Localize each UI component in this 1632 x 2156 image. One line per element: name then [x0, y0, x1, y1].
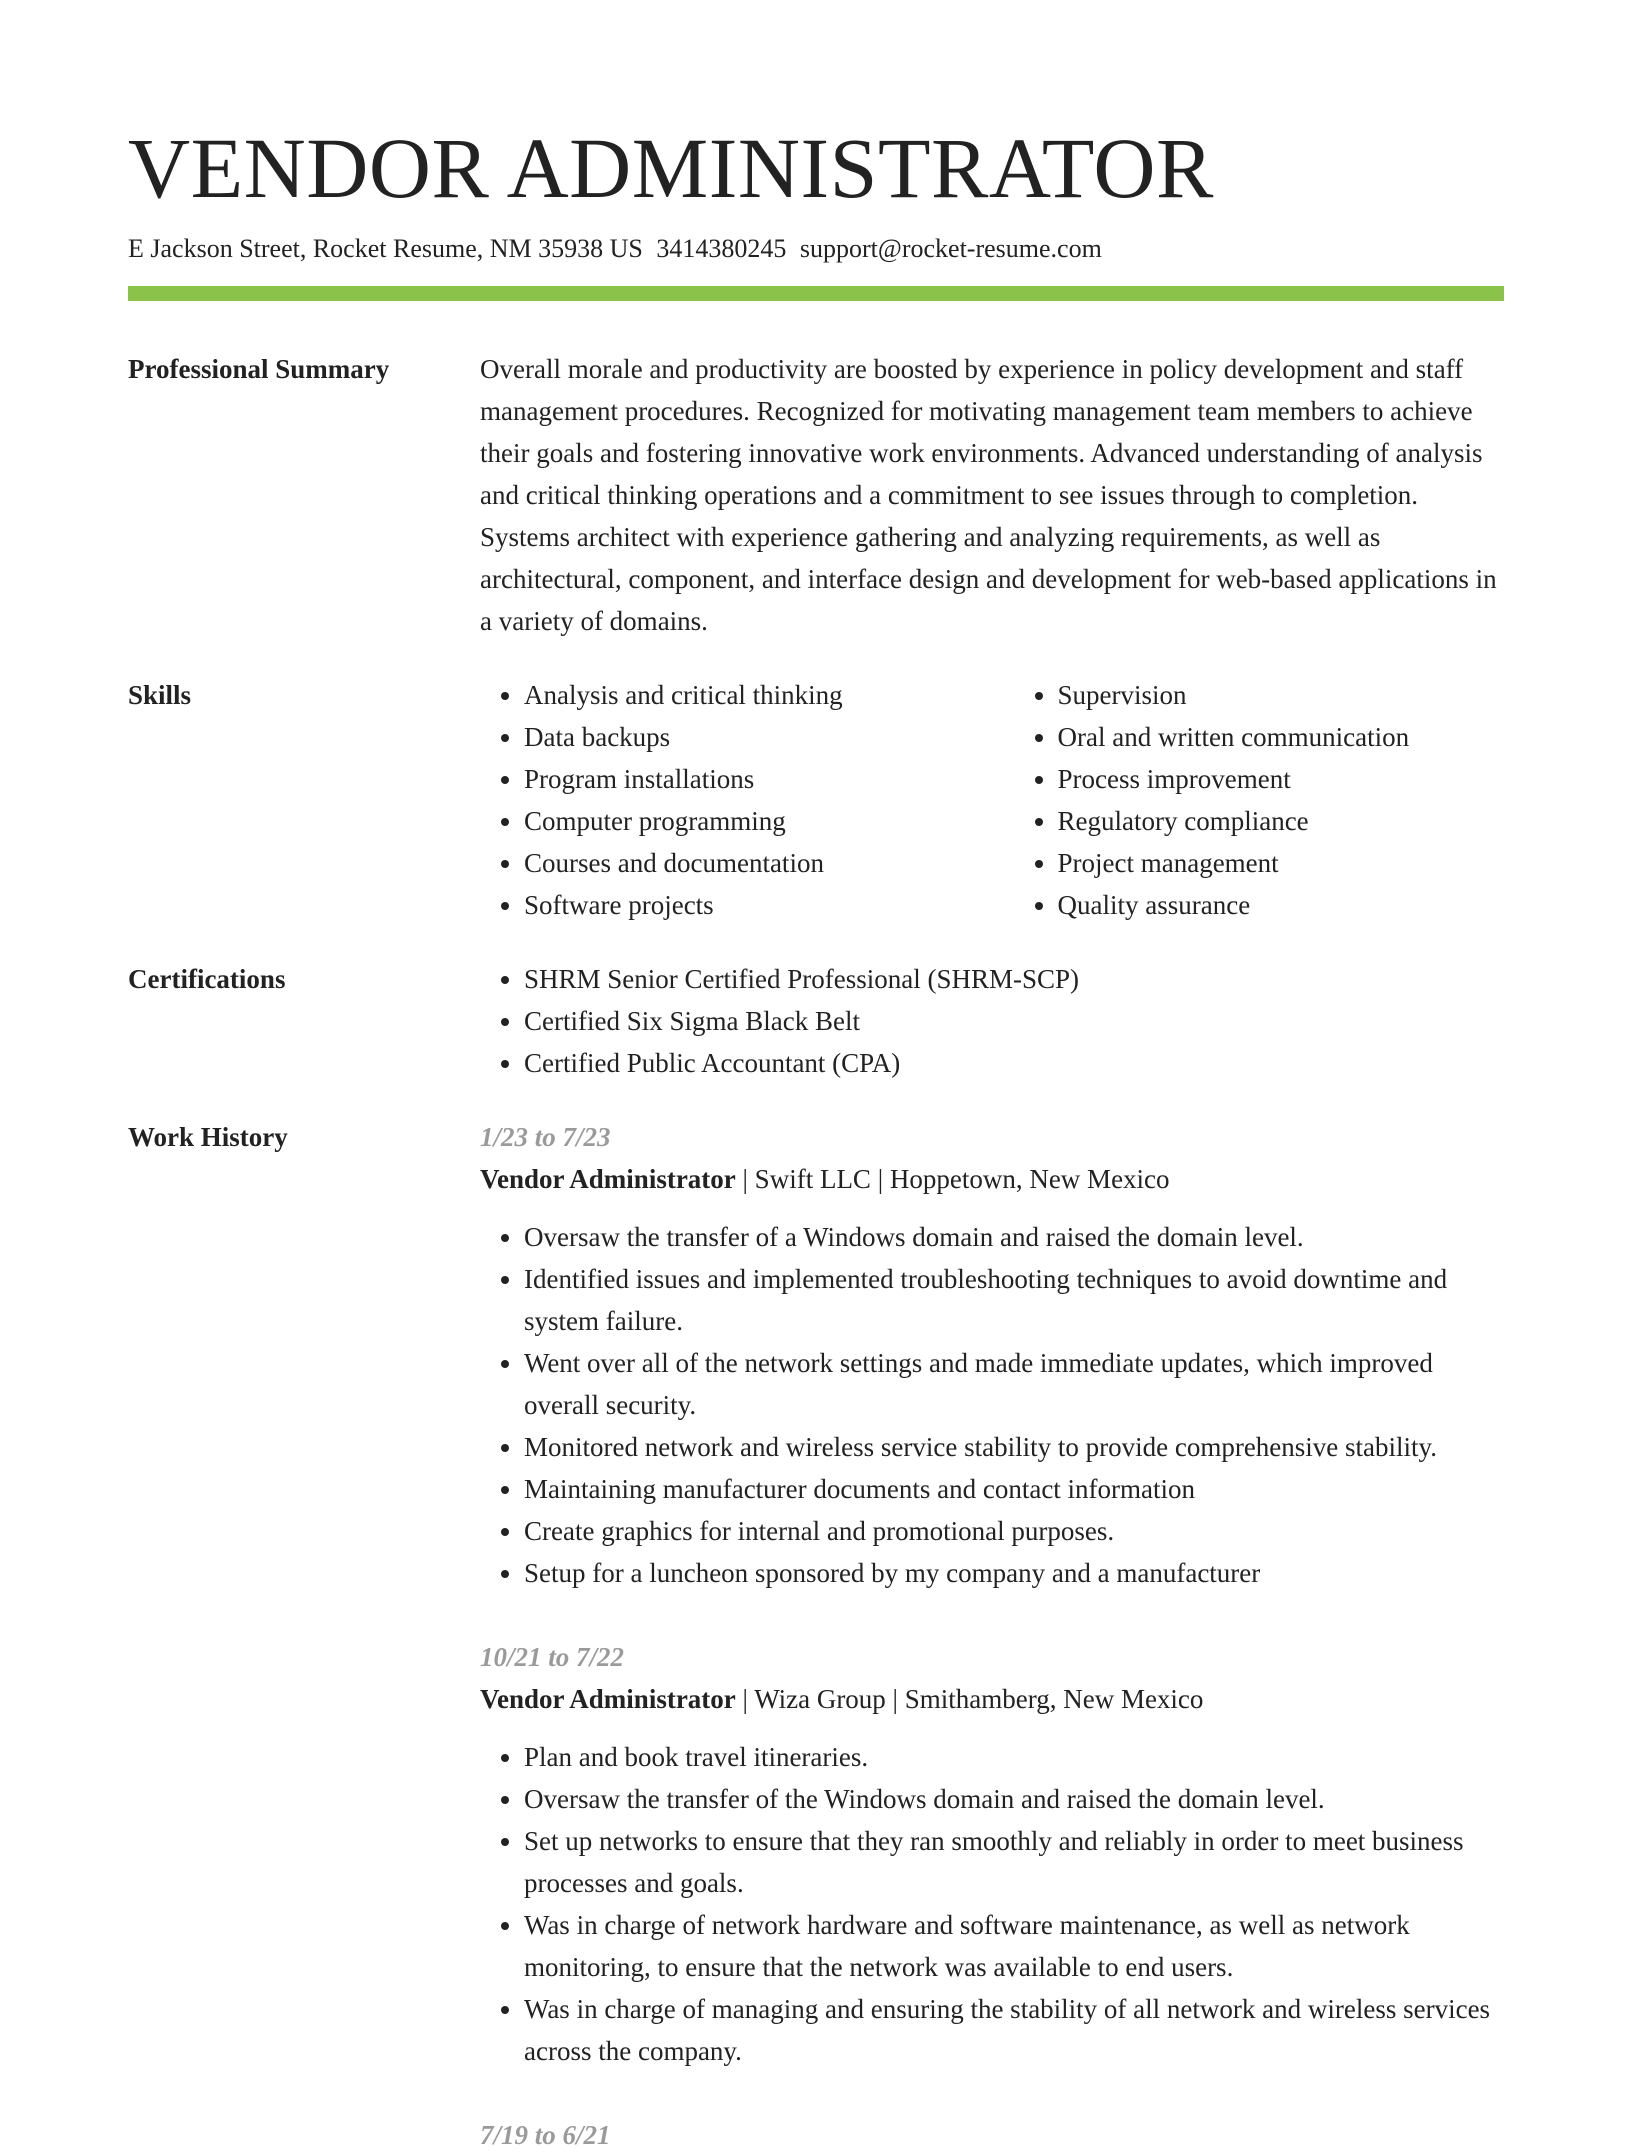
contact-line [128, 232, 1504, 266]
header-divider [128, 286, 1504, 301]
skill-item: • Computer programming [524, 800, 971, 842]
skill-item: • Software projects [524, 884, 971, 926]
job-dates: 7/19 to 6/21 [480, 2120, 611, 2150]
skill-item: • Program installations [524, 758, 971, 800]
work-history-body [480, 1116, 1504, 2156]
job-bullet: • Plan and book travel itineraries. [524, 1736, 1504, 1778]
job-bullet: • Monitored network and wireless service stability to provide comprehensive stability. [524, 1426, 1504, 1468]
section-title-work-history: Work History [128, 1122, 288, 1152]
job-dates: 1/23 to 7/23 [480, 1122, 611, 1152]
skill-item: • Data backups [524, 716, 971, 758]
skill-item: • Quality assurance [1058, 884, 1505, 926]
job-bullets [480, 1736, 1504, 2072]
job-bullet: • Went over all of the network settings and made immediate updates, which improved overall security. [524, 1342, 1504, 1426]
skill-item: • Project management [1058, 842, 1505, 884]
skill-item: • Oral and written communication [1058, 716, 1505, 758]
skill-item: • Process improvement [1058, 758, 1505, 800]
job-bullet: • Oversaw the transfer of a Windows domain and raised the domain level. [524, 1216, 1504, 1258]
job-heading [480, 1158, 1504, 1200]
skills-list-left [480, 674, 971, 926]
candidate-name: VENDOR ADMINISTRATOR [128, 120, 1214, 216]
contact-address: E Jackson Street, Rocket Resume, NM 35938 US [128, 234, 643, 263]
job-entry [480, 1116, 1504, 1594]
skill-item: • Regulatory compliance [1058, 800, 1505, 842]
work-history-section [128, 1116, 1504, 2156]
job-bullet: • Oversaw the transfer of the Windows domain and raised the domain level. [524, 1778, 1504, 1820]
job-bullet: • Setup for a luncheon sponsored by my company and a manufacturer [524, 1552, 1504, 1594]
job-entry [480, 2114, 1504, 2156]
job-bullet: • Was in charge of network hardware and software maintenance, as well as network monitoring, to ensure that the network was available to end users. [524, 1904, 1504, 1988]
job-bullet: • Identified issues and implemented troubleshooting techniques to avoid downtime and system failure. [524, 1258, 1504, 1342]
job-details: | Swift LLC | Hoppetown, New Mexico [735, 1164, 1170, 1194]
job-details: | Wiza Group | Smithamberg, New Mexico [735, 1684, 1204, 1714]
summary-section [128, 348, 1504, 642]
job-bullets [480, 1216, 1504, 1594]
summary-body [480, 348, 1504, 642]
skills-body [480, 674, 1504, 926]
job-dates: 10/21 to 7/22 [480, 1642, 625, 1672]
job-title: Vendor Administrator [480, 1684, 736, 1714]
skill-item: • Courses and documentation [524, 842, 971, 884]
job-bullet: • Set up networks to ensure that they ran smoothly and reliably in order to meet business processes and goals. [524, 1820, 1504, 1904]
certification-item: • Certified Six Sigma Black Belt [524, 1000, 1504, 1042]
job-title: Vendor Administrator [480, 1164, 736, 1194]
resume-header [128, 118, 1504, 266]
skill-item: • Supervision [1058, 674, 1505, 716]
certification-item: • Certified Public Accountant (CPA) [524, 1042, 1504, 1084]
certification-item: • SHRM Senior Certified Professional (SHRM-SCP) [524, 958, 1504, 1000]
job-bullet: • Was in charge of managing and ensuring the stability of all network and wireless services across the company. [524, 1988, 1504, 2072]
section-title-skills: Skills [128, 680, 192, 710]
contact-phone: 3414380245 [656, 234, 787, 263]
skills-section [128, 674, 1504, 926]
certifications-list [480, 958, 1504, 1084]
contact-email: support@rocket-resume.com [799, 234, 1102, 263]
section-title-summary: Professional Summary [128, 354, 390, 384]
certifications-body [480, 958, 1504, 1084]
skills-grid [480, 674, 1504, 926]
job-entry [480, 1636, 1504, 2072]
section-title-certifications: Certifications [128, 964, 286, 994]
skill-item: • Analysis and critical thinking [524, 674, 971, 716]
skills-list-right [1014, 674, 1505, 926]
job-bullet: • Create graphics for internal and promotional purposes. [524, 1510, 1504, 1552]
job-bullet: • Maintaining manufacturer documents and contact information [524, 1468, 1504, 1510]
certifications-section [128, 958, 1504, 1084]
summary-text: Overall morale and productivity are boosted by experience in policy development and staff management procedures. Recognized for motivating management team members to achieve their goals and fostering innovative work environments. Advanced understanding of analysis and critical thinking operations and a commitment to see issues through to completion. Systems architect with experience gathering and analyzing requirements, as well as architectural, component, and interface design and development for web-based applications in a variety of domains. [480, 354, 1497, 636]
job-heading [480, 1678, 1504, 1720]
